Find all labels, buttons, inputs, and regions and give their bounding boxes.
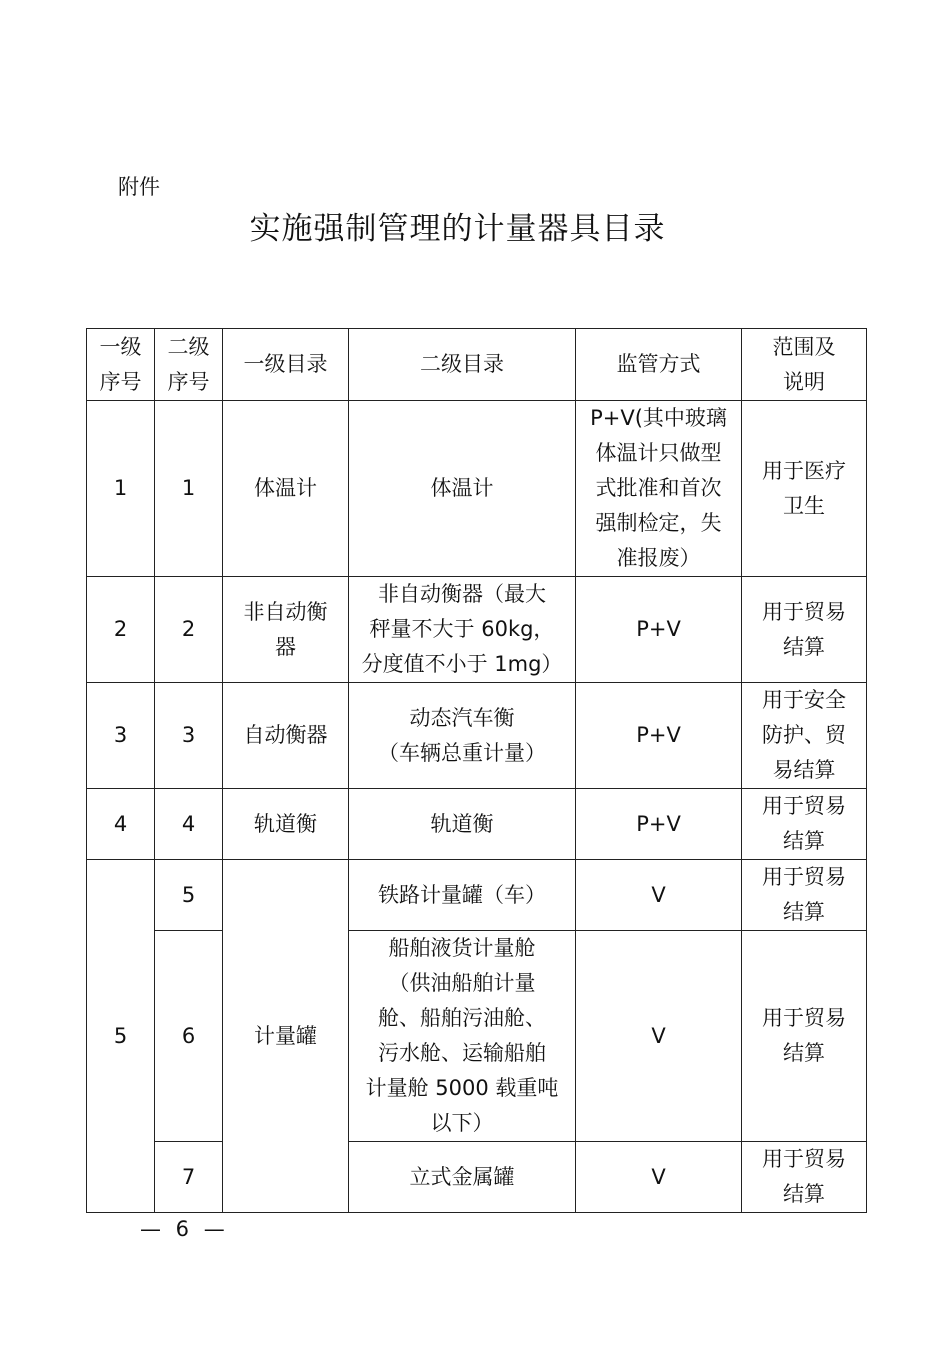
- table-header-row: [87, 329, 867, 401]
- header-level2-no: 二级 序号: [155, 329, 223, 401]
- table-row: [87, 789, 867, 860]
- level2-catalog: 动态汽车衡 （车辆总重计量）: [349, 683, 576, 789]
- table-row: [87, 931, 867, 1142]
- level2-catalog: 体温计: [349, 401, 576, 577]
- table-row: [87, 683, 867, 789]
- level2-no: 2: [155, 577, 223, 683]
- header-level1-no: 一级 序号: [87, 329, 155, 401]
- level1-no: 4: [87, 789, 155, 860]
- header-level1-catalog: 一级目录: [223, 329, 349, 401]
- scope: 用于贸易 结算: [742, 931, 867, 1142]
- header-scope: 范围及 说明: [742, 329, 867, 401]
- level1-no: 1: [87, 401, 155, 577]
- level2-catalog: 轨道衡: [349, 789, 576, 860]
- supervision-method: P+V(其中玻璃 体温计只做型 式批准和首次 强制检定，失 准报废）: [576, 401, 742, 577]
- attachment-label: 附件: [118, 175, 160, 199]
- supervision-method: V: [576, 1142, 742, 1213]
- supervision-method: P+V: [576, 789, 742, 860]
- level1-no: 5: [87, 860, 155, 1213]
- level2-no: 6: [155, 931, 223, 1142]
- scope: 用于贸易 结算: [742, 577, 867, 683]
- level1-no: 3: [87, 683, 155, 789]
- page-title: 实施强制管理的计量器具目录: [249, 211, 666, 247]
- level1-no: 2: [87, 577, 155, 683]
- level1-catalog: 计量罐: [223, 860, 349, 1213]
- supervision-method: V: [576, 860, 742, 931]
- table-row: [87, 577, 867, 683]
- header-supervision-method: 监管方式: [576, 329, 742, 401]
- level2-catalog: 铁路计量罐（车）: [349, 860, 576, 931]
- scope: 用于贸易 结算: [742, 789, 867, 860]
- table-row: [87, 1142, 867, 1213]
- level1-catalog: 非自动衡 器: [223, 577, 349, 683]
- page-number: — 6 —: [140, 1217, 229, 1241]
- level2-no: 1: [155, 401, 223, 577]
- level2-no: 7: [155, 1142, 223, 1213]
- supervision-method: P+V: [576, 577, 742, 683]
- level2-catalog: 非自动衡器（最大 秤量不大于 60kg， 分度值不小于 1mg）: [349, 577, 576, 683]
- level2-no: 4: [155, 789, 223, 860]
- level2-no: 3: [155, 683, 223, 789]
- level1-catalog: 体温计: [223, 401, 349, 577]
- scope: 用于医疗 卫生: [742, 401, 867, 577]
- level1-catalog: 自动衡器: [223, 683, 349, 789]
- level1-catalog: 轨道衡: [223, 789, 349, 860]
- scope: 用于贸易 结算: [742, 860, 867, 931]
- scope: 用于贸易 结算: [742, 1142, 867, 1213]
- header-level2-catalog: 二级目录: [349, 329, 576, 401]
- table-row: [87, 401, 867, 577]
- table-row: [87, 860, 867, 931]
- level2-no: 5: [155, 860, 223, 931]
- scope: 用于安全 防护、贸 易结算: [742, 683, 867, 789]
- supervision-method: P+V: [576, 683, 742, 789]
- instrument-catalog-table: [86, 328, 867, 1213]
- supervision-method: V: [576, 931, 742, 1142]
- level2-catalog: 立式金属罐: [349, 1142, 576, 1213]
- level2-catalog: 船舶液货计量舱 （供油船舶计量 舱、船舶污油舱、 污水舱、运输船舶 计量舱 5000 载重吨 以下）: [349, 931, 576, 1142]
